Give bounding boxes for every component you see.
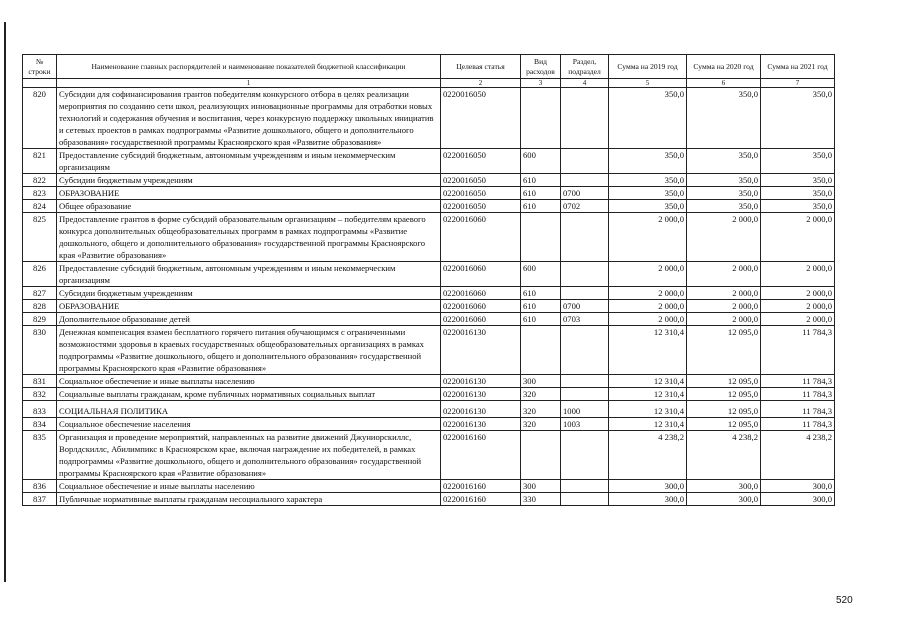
- table-row: [23, 149, 835, 174]
- row-expense-type: 600: [521, 262, 561, 287]
- row-sum-2021: 300,0: [761, 493, 835, 506]
- table-row: [23, 174, 835, 187]
- row-sum-2020: 2 000,0: [687, 262, 761, 287]
- header-section: Раздел, подраздел: [561, 55, 609, 79]
- row-sum-2021: 350,0: [761, 174, 835, 187]
- row-name: Социальные выплаты гражданам, кроме публичных нормативных социальных выплат: [57, 388, 441, 401]
- row-sum-2021: 11 784,3: [761, 401, 835, 418]
- row-name: Субсидии бюджетным учреждениям: [57, 174, 441, 187]
- row-expense-type: 320: [521, 418, 561, 431]
- table-row: [23, 213, 835, 262]
- row-sum-2021: 11 784,3: [761, 375, 835, 388]
- row-section: [561, 213, 609, 262]
- table-row: [23, 375, 835, 388]
- row-name: ОБРАЗОВАНИЕ: [57, 300, 441, 313]
- row-sum-2021: 4 238,2: [761, 431, 835, 480]
- row-sum-2020: 12 095,0: [687, 388, 761, 401]
- row-expense-type: 610: [521, 287, 561, 300]
- row-name: Социальное обеспечение и иные выплаты населению: [57, 480, 441, 493]
- row-sum-2021: 350,0: [761, 149, 835, 174]
- row-name: СОЦИАЛЬНАЯ ПОЛИТИКА: [57, 401, 441, 418]
- row-name: Предоставление грантов в форме субсидий образовательным организациям – победителям краевого конкурса дополнительных общеобразовательных программ в рамках подпрограммы «Развитие дошкольного, общего и дополнительного образования» государственной программы Красноярского края «Развитие образования»: [57, 213, 441, 262]
- row-number: 824: [23, 200, 57, 213]
- col-number: 6: [687, 79, 761, 88]
- row-sum-2021: 2 000,0: [761, 213, 835, 262]
- row-sum-2019: 12 310,4: [609, 401, 687, 418]
- row-sum-2021: 300,0: [761, 480, 835, 493]
- row-target-code: 0220016060: [441, 287, 521, 300]
- row-sum-2021: 11 784,3: [761, 388, 835, 401]
- row-expense-type: 330: [521, 493, 561, 506]
- row-target-code: 0220016050: [441, 200, 521, 213]
- row-target-code: 0220016050: [441, 174, 521, 187]
- row-name: Субсидии для софинансирования грантов победителям конкурсного отбора в целях реализации мероприятия по созданию сети школ, реализующих инновационные программы для отработки новых технологий и содержания обучения и воспитания, через конкурсную поддержку школьных инициатив и сетевых проектов в рамках подпрограммы «Развитие дошкольного, общего и дополнительного образования» государственной программы Красноярского края «Развитие образования»: [57, 88, 441, 149]
- row-target-code: 0220016060: [441, 213, 521, 262]
- row-number: 831: [23, 375, 57, 388]
- row-expense-type: [521, 431, 561, 480]
- col-number: 5: [609, 79, 687, 88]
- table-row: [23, 418, 835, 431]
- row-sum-2021: 2 000,0: [761, 262, 835, 287]
- header-expense: Вид расходов: [521, 55, 561, 79]
- row-sum-2020: 2 000,0: [687, 300, 761, 313]
- row-name: Денежная компенсация взамен бесплатного горячего питания обучающимся с ограниченными возможностями здоровья в краевых государственных общеобразовательных организациях в рамках подпрограммы «Развитие дошкольного, общего и дополнительного образования» государственной программы Красноярского края «Развитие образования»: [57, 326, 441, 375]
- row-sum-2020: 350,0: [687, 88, 761, 149]
- row-sum-2020: 12 095,0: [687, 375, 761, 388]
- row-number: 822: [23, 174, 57, 187]
- row-sum-2019: 300,0: [609, 493, 687, 506]
- row-sum-2019: 350,0: [609, 187, 687, 200]
- row-name: Публичные нормативные выплаты гражданам несоциального характера: [57, 493, 441, 506]
- row-sum-2021: 350,0: [761, 88, 835, 149]
- header-sum-2019: Сумма на 2019 год: [609, 55, 687, 79]
- row-name: Организация и проведение мероприятий, направленных на развитие движений Джуниорскиллс, Ворлдскиллс, Абилимпикс в Красноярском крае, включая награждение их победителей, в рамках подпрограммы «Развитие дошкольного, общего и дополнительного образования» государственной программы Красноярского края «Развитие образования»: [57, 431, 441, 480]
- row-name: Дополнительное образование детей: [57, 313, 441, 326]
- row-section: [561, 431, 609, 480]
- header-target: Целевая статья: [441, 55, 521, 79]
- row-section: [561, 174, 609, 187]
- row-target-code: 0220016130: [441, 375, 521, 388]
- row-expense-type: 300: [521, 375, 561, 388]
- row-sum-2020: 4 238,2: [687, 431, 761, 480]
- table-row: [23, 431, 835, 480]
- row-number: 823: [23, 187, 57, 200]
- table-row: [23, 388, 835, 401]
- row-number: 828: [23, 300, 57, 313]
- row-sum-2019: 2 000,0: [609, 262, 687, 287]
- row-sum-2020: 350,0: [687, 174, 761, 187]
- row-target-code: 0220016160: [441, 493, 521, 506]
- row-section: [561, 88, 609, 149]
- table-row: [23, 300, 835, 313]
- row-expense-type: 300: [521, 480, 561, 493]
- row-expense-type: 610: [521, 313, 561, 326]
- row-sum-2020: 300,0: [687, 480, 761, 493]
- header-sum-2020: Сумма на 2020 год: [687, 55, 761, 79]
- col-number: [23, 79, 57, 88]
- col-number: 7: [761, 79, 835, 88]
- row-sum-2020: 300,0: [687, 493, 761, 506]
- table-body: [23, 88, 835, 506]
- row-expense-type: 610: [521, 200, 561, 213]
- row-target-code: 0220016160: [441, 480, 521, 493]
- row-section: 1000: [561, 401, 609, 418]
- row-sum-2021: 2 000,0: [761, 287, 835, 300]
- table-row: [23, 262, 835, 287]
- row-section: 0700: [561, 187, 609, 200]
- row-sum-2020: 12 095,0: [687, 326, 761, 375]
- row-sum-2019: 300,0: [609, 480, 687, 493]
- row-target-code: 0220016160: [441, 431, 521, 480]
- row-sum-2021: 11 784,3: [761, 418, 835, 431]
- row-target-code: 0220016050: [441, 187, 521, 200]
- row-section: 0703: [561, 313, 609, 326]
- row-sum-2019: 2 000,0: [609, 213, 687, 262]
- row-section: 1003: [561, 418, 609, 431]
- row-name: Субсидии бюджетным учреждениям: [57, 287, 441, 300]
- row-sum-2020: 350,0: [687, 187, 761, 200]
- row-name: Общее образование: [57, 200, 441, 213]
- row-target-code: 0220016060: [441, 262, 521, 287]
- row-number: 832: [23, 388, 57, 401]
- col-number: 1: [57, 79, 441, 88]
- table-row: [23, 88, 835, 149]
- row-sum-2019: 2 000,0: [609, 300, 687, 313]
- row-sum-2019: 4 238,2: [609, 431, 687, 480]
- row-sum-2020: 12 095,0: [687, 418, 761, 431]
- row-number: 833: [23, 401, 57, 418]
- row-number: 836: [23, 480, 57, 493]
- row-sum-2019: 12 310,4: [609, 326, 687, 375]
- row-target-code: 0220016050: [441, 149, 521, 174]
- row-sum-2019: 12 310,4: [609, 418, 687, 431]
- row-sum-2021: 2 000,0: [761, 313, 835, 326]
- row-expense-type: 610: [521, 300, 561, 313]
- table-row: [23, 287, 835, 300]
- header-row-no: № строки: [23, 55, 57, 79]
- row-name: Социальное обеспечение населения: [57, 418, 441, 431]
- table-row: [23, 401, 835, 418]
- row-section: [561, 480, 609, 493]
- row-target-code: 0220016130: [441, 418, 521, 431]
- row-sum-2020: 2 000,0: [687, 287, 761, 300]
- row-number: 837: [23, 493, 57, 506]
- row-expense-type: 600: [521, 149, 561, 174]
- row-number: 829: [23, 313, 57, 326]
- row-sum-2020: 2 000,0: [687, 213, 761, 262]
- row-sum-2019: 2 000,0: [609, 287, 687, 300]
- row-sum-2021: 350,0: [761, 187, 835, 200]
- row-section: [561, 326, 609, 375]
- row-section: [561, 262, 609, 287]
- row-target-code: 0220016130: [441, 388, 521, 401]
- row-expense-type: 610: [521, 187, 561, 200]
- header-sum-2021: Сумма на 2021 год: [761, 55, 835, 79]
- row-section: 0700: [561, 300, 609, 313]
- row-number: 827: [23, 287, 57, 300]
- row-number: 821: [23, 149, 57, 174]
- row-sum-2019: 12 310,4: [609, 388, 687, 401]
- row-target-code: 0220016130: [441, 326, 521, 375]
- row-sum-2021: 350,0: [761, 200, 835, 213]
- table-row: [23, 313, 835, 326]
- table-row: [23, 493, 835, 506]
- row-sum-2020: 350,0: [687, 149, 761, 174]
- table-row: [23, 480, 835, 493]
- row-expense-type: [521, 213, 561, 262]
- row-sum-2020: 12 095,0: [687, 401, 761, 418]
- row-name: Предоставление субсидий бюджетным, автономным учреждениям и иным некоммерческим организациям: [57, 149, 441, 174]
- row-target-code: 0220016060: [441, 313, 521, 326]
- row-section: [561, 493, 609, 506]
- row-expense-type: 320: [521, 401, 561, 418]
- row-expense-type: [521, 88, 561, 149]
- row-expense-type: [521, 326, 561, 375]
- row-number: 835: [23, 431, 57, 480]
- row-sum-2021: 11 784,3: [761, 326, 835, 375]
- row-section: [561, 149, 609, 174]
- row-target-code: 0220016060: [441, 300, 521, 313]
- header-row: [23, 55, 835, 79]
- row-number: 825: [23, 213, 57, 262]
- row-name: Предоставление субсидий бюджетным, автономным учреждениям и иным некоммерческим организациям: [57, 262, 441, 287]
- col-number: 2: [441, 79, 521, 88]
- row-sum-2021: 2 000,0: [761, 300, 835, 313]
- row-sum-2019: 350,0: [609, 88, 687, 149]
- row-sum-2019: 2 000,0: [609, 313, 687, 326]
- row-name: Социальное обеспечение и иные выплаты населению: [57, 375, 441, 388]
- row-sum-2019: 350,0: [609, 149, 687, 174]
- row-number: 834: [23, 418, 57, 431]
- row-sum-2019: 350,0: [609, 174, 687, 187]
- row-sum-2020: 350,0: [687, 200, 761, 213]
- row-expense-type: 610: [521, 174, 561, 187]
- table-row: [23, 326, 835, 375]
- page-number: 520: [836, 595, 853, 606]
- col-number: 4: [561, 79, 609, 88]
- row-name: ОБРАЗОВАНИЕ: [57, 187, 441, 200]
- header-name: Наименование главных распорядителей и наименование показателей бюджетной классификации: [57, 55, 441, 79]
- col-number: 3: [521, 79, 561, 88]
- table-row: [23, 200, 835, 213]
- column-number-row: [23, 79, 835, 88]
- row-section: [561, 388, 609, 401]
- row-sum-2019: 12 310,4: [609, 375, 687, 388]
- row-target-code: 0220016130: [441, 401, 521, 418]
- table-row: [23, 187, 835, 200]
- row-sum-2019: 350,0: [609, 200, 687, 213]
- row-target-code: 0220016050: [441, 88, 521, 149]
- row-sum-2020: 2 000,0: [687, 313, 761, 326]
- budget-table: [22, 54, 835, 506]
- row-number: 826: [23, 262, 57, 287]
- row-number: 820: [23, 88, 57, 149]
- row-number: 830: [23, 326, 57, 375]
- left-margin-rule: [4, 22, 6, 582]
- row-expense-type: 320: [521, 388, 561, 401]
- row-section: [561, 287, 609, 300]
- row-section: 0702: [561, 200, 609, 213]
- row-section: [561, 375, 609, 388]
